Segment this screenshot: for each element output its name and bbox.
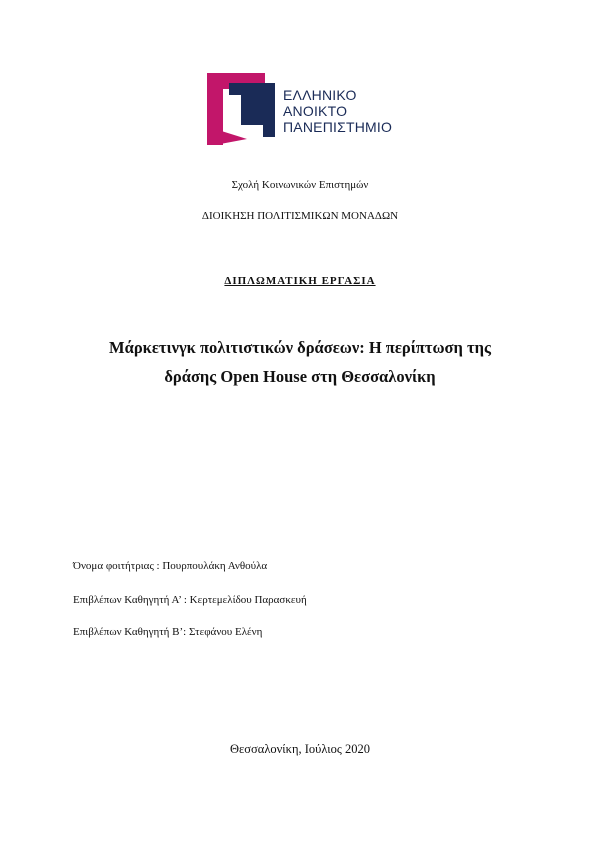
logo-line-2: ΑΝΟΙΚΤΟ xyxy=(283,103,348,119)
department-name: ΔΙΟΙΚΗΣΗ ΠΟΛΙΤΙΣΜΙΚΩΝ ΜΟΝΑΔΩΝ xyxy=(201,210,399,222)
student-name: Όνομα φοιτήτριας : Πουρπουλάκη Ανθούλα xyxy=(73,560,268,572)
logo-line-3: ΠΑΝΕΠΙΣΤΗΜΙΟ xyxy=(283,119,393,135)
school-name: Σχολή Κοινωνικών Επιστημών xyxy=(231,179,369,191)
supervisor-a: Επιβλέπων Καθηγητή Α’ : Κερτεμελίδου Παρασκευή xyxy=(73,594,307,606)
thesis-type-heading: ΔΙΠΛΩΜΑΤΙΚΗ ΕΡΓΑΣΙΑ xyxy=(224,275,376,287)
university-logo xyxy=(207,69,397,145)
university-logo-text xyxy=(283,87,392,135)
supervisor-b: Επιβλέπων Καθηγητή Β’: Στεφάνου Ελένη xyxy=(73,626,263,638)
logo-line-1: ΕΛΛΗΝΙΚΟ xyxy=(283,87,357,103)
thesis-title-line-2: δράσης Open House στη Θεσσαλονίκη xyxy=(164,367,436,386)
university-logo-mark-icon xyxy=(207,69,275,145)
thesis-title-line-1: Μάρκετινγκ πολιτιστικών δράσεων: Η περίπτωση της xyxy=(109,338,491,357)
place-and-date: Θεσσαλονίκη, Ιούλιος 2020 xyxy=(230,742,370,756)
thesis-title xyxy=(60,333,540,391)
